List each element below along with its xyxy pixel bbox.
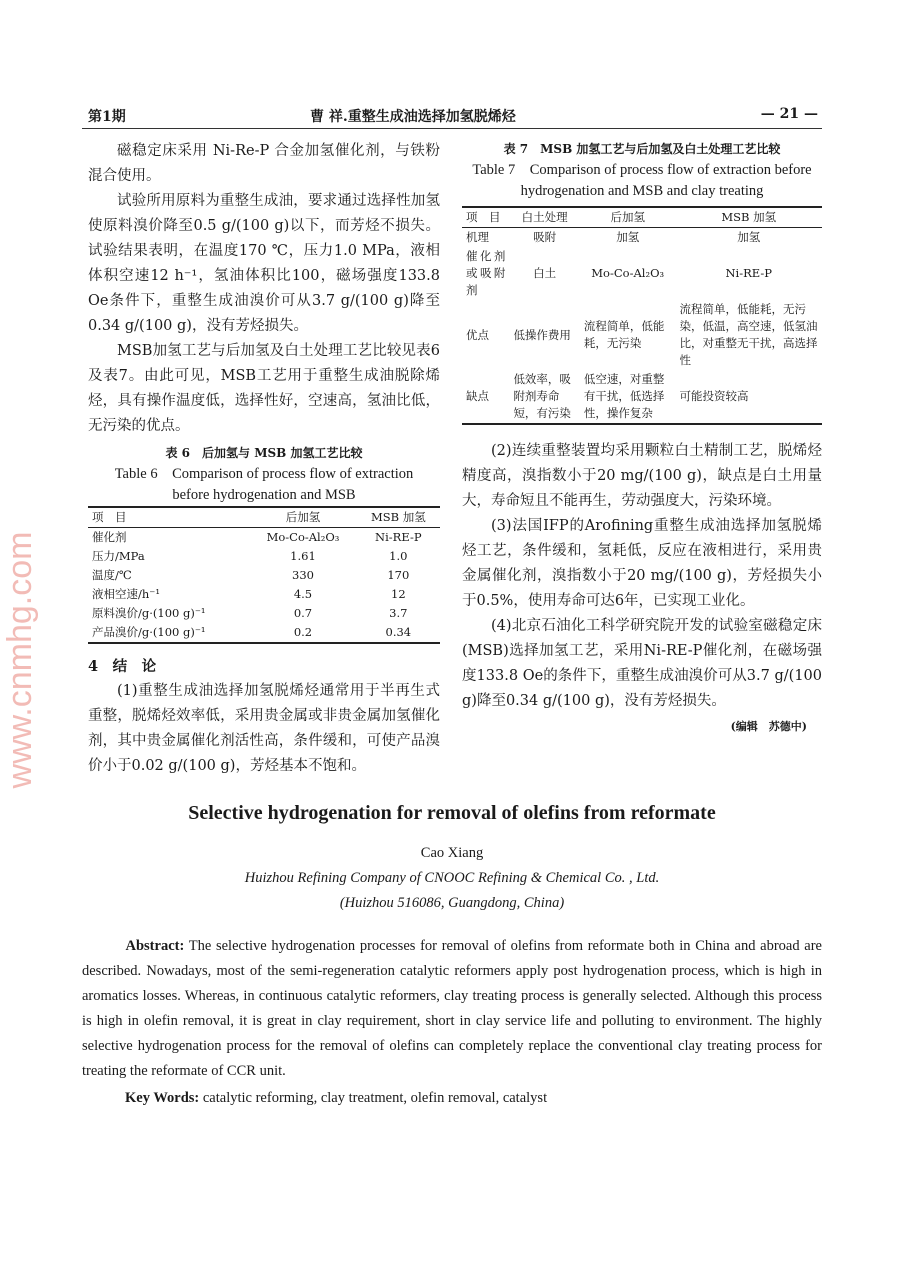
table-cell: 白土 (533, 266, 557, 280)
table-cell: 可能投资较高 (679, 389, 749, 403)
table-row (88, 585, 440, 604)
page-number: — 21 — (760, 106, 818, 122)
table-cell: 吸附 (533, 230, 557, 244)
author: Cao Xiang (420, 845, 484, 861)
table-6 (88, 506, 440, 644)
table-cell: 液相空速/h⁻¹ (92, 587, 160, 601)
table-cell: 催化剂或吸附剂 (466, 249, 506, 297)
table-cell: 低效率，吸附剂寿命短，有污染 (513, 372, 571, 420)
table-cell: 3.7 (389, 606, 408, 620)
table-cell: 加氢 (616, 230, 640, 244)
running-title: 曹 祥.重整生成油选择加氢脱烯烃 (310, 109, 516, 125)
table-row (462, 370, 822, 424)
keywords (82, 1086, 822, 1111)
abstract (82, 934, 822, 1084)
table-header-row (88, 507, 440, 528)
right-column (462, 139, 822, 779)
header-cell: 项 目 (88, 507, 249, 528)
issue-number: 第1期 (88, 109, 126, 125)
paragraph: (3)法国IFP的Arofining重整生成油选择加氢脱烯烃工艺，条件缓和，氢耗低，反应在液相进行，采用贵金属催化剂，溴指数小于20 mg/(100 g)，芳烃损失小于0.5%，使用寿命可达6年，已实现工业化。 (462, 518, 822, 609)
table-cell: 流程简单，低能耗，无污染，低温，高空速，低氢油比，对重整无干扰，高选择性 (679, 302, 818, 367)
paragraph: (1)重整生成油选择加氢脱烯烃通常用于半再生式重整，脱烯烃效率低，采用贵金属或非贵金属加氢催化剂，其中贵金属催化剂活性高，条件缓和，可使产品溴价小于0.02 g/(100 g)，芳烃基本不饱和。 (88, 683, 440, 774)
paragraph: 磁稳定床采用 Ni-Re-P 合金加氢催化剂，与铁粉混合使用。 (88, 143, 440, 184)
table-cell: 低操作费用 (513, 327, 571, 342)
table-cell: 缺点 (466, 389, 489, 403)
table-cell: 0.34 (385, 625, 412, 639)
table-cell: 产品溴价/g·(100 g)⁻¹ (92, 625, 206, 639)
header-cell: MSB 加氢 (676, 207, 822, 228)
table-header-row (462, 207, 822, 228)
table-cell: Mo-Co-Al₂O₃ (591, 266, 665, 280)
english-abstract-section (82, 799, 822, 1111)
header-cell: 白土处理 (509, 207, 579, 228)
affiliation: Huizhou Refining Company of CNOOC Refining & Chemical Co. , Ltd. (244, 870, 660, 886)
header-cell: 后加氢 (249, 507, 356, 528)
table-cell: 4.5 (293, 587, 313, 601)
table-row (462, 247, 822, 300)
table-cell: 流程简单，低能耗，无污染 (583, 319, 665, 350)
table-cell: 0.2 (293, 625, 313, 639)
table-cell: 0.7 (293, 606, 313, 620)
table6-caption-cn: 表 6 后加氢与 MSB 加氢工艺比较 (165, 446, 363, 460)
left-column (88, 139, 440, 779)
table-7 (462, 206, 822, 425)
paragraph: (4)北京石油化工科学研究院开发的试验室磁稳定床(MSB)选择加氢工艺，采用Ni-RE-P催化剂，在磁场强度133.8 Oe的条件下，重整生成油溴价可从3.7 g/(100 g)降至0.34 g/(100 g)，没有芳烃损失。 (462, 618, 822, 709)
abstract-text: The selective hydrogenation processes for removal of olefins from reformate both in China and abroad are described. Nowadays, most of the semi-regeneration catalytic reformers apply post hydrogenation process, which is high in aromatics losses. Whereas, in continuous catalytic reformers, clay treating process is generally selected. Although this process is high in olefin removal, it is great in clay requirement, short in clay service life and polluting to environment. The highly selective hydrogenation process for the removal of olefins can completely replace the conventional clay treating process for treating the reformate of CCR unit. (82, 938, 822, 1079)
table-cell: Ni-RE-P (725, 266, 773, 280)
table-cell: 1.0 (389, 549, 408, 563)
table-row (88, 623, 440, 643)
header-cell: 项 目 (462, 207, 509, 228)
table-row (88, 604, 440, 623)
table-row (88, 566, 440, 585)
header-cell: 后加氢 (580, 207, 676, 228)
table-cell: 加氢 (737, 230, 761, 244)
header-cell: MSB 加氢 (357, 507, 440, 528)
keywords-label: Key Words: (125, 1090, 200, 1106)
address: (Huizhou 516086, Guangdong, China) (339, 895, 565, 911)
section-heading: 4 结 论 (88, 658, 157, 675)
watermark: www.cnmhg.com (1, 531, 39, 789)
english-title: Selective hydrogenation for removal of olefins from reformate (188, 802, 716, 824)
table-cell: 1.61 (290, 549, 316, 563)
abstract-label: Abstract: (125, 938, 185, 954)
table6-caption-en: Table 6 Comparison of process flow of extraction before hydrogenation and MSB (114, 466, 414, 503)
editor-note: (编辑 苏德中) (730, 720, 807, 733)
table-cell: 低空速，对重整有干扰，低选择性，操作复杂 (583, 372, 665, 420)
table-row (88, 547, 440, 566)
table-cell: Ni-RE-P (375, 530, 422, 544)
table-cell: 机理 (466, 230, 489, 244)
table-cell: 催化剂 (92, 530, 127, 544)
table7-caption-en: Table 7 Comparison of process flow of extraction before hydrogenation and MSB and clay treating (472, 162, 812, 199)
table-cell: 12 (391, 587, 406, 601)
table-cell: 温度/℃ (92, 568, 132, 582)
paragraph: 试验所用原料为重整生成油，要求通过选择性加氢使原料溴价降至0.5 g/(100 g)以下，而芳烃不损失。试验结果表明，在温度170 ℃，压力1.0 MPa，液相体积空速12 h⁻¹，氢油体积比100，磁场强度133.8 Oe条件下，重整生成油溴价可从3.7 g/(100 g)降至0.34 g/(100 g)，没有芳烃损失。 (88, 193, 440, 334)
table-cell: 330 (292, 568, 314, 582)
two-column-body (88, 139, 822, 779)
paragraph: MSB加氢工艺与后加氢及白土处理工艺比较见表6及表7。由此可见，MSB工艺用于重整生成油脱除烯烃，具有操作温度低，选择性好，空速高，氢油比低，无污染的优点。 (88, 343, 440, 434)
table7-caption-cn: 表 7 MSB 加氢工艺与后加氢及白土处理工艺比较 (503, 142, 781, 156)
paragraph: (2)连续重整装置均采用颗粒白土精制工艺，脱烯烃精度高，溴指数小于20 mg/(100 g)，缺点是白土用量大，寿命短且不能再生，劳动强度大，污染环境。 (462, 443, 822, 509)
table-row (462, 228, 822, 248)
keywords-text: catalytic reforming, clay treatment, olefin removal, catalyst (202, 1090, 548, 1106)
table-cell: 压力/MPa (92, 549, 145, 563)
table-cell: 170 (387, 568, 410, 582)
table-row (462, 300, 822, 370)
running-header (82, 0, 822, 129)
table-cell: 原料溴价/g·(100 g)⁻¹ (92, 606, 206, 620)
table-row (88, 528, 440, 548)
table-cell: 优点 (466, 327, 489, 342)
table-cell: Mo-Co-Al₂O₃ (266, 530, 340, 544)
